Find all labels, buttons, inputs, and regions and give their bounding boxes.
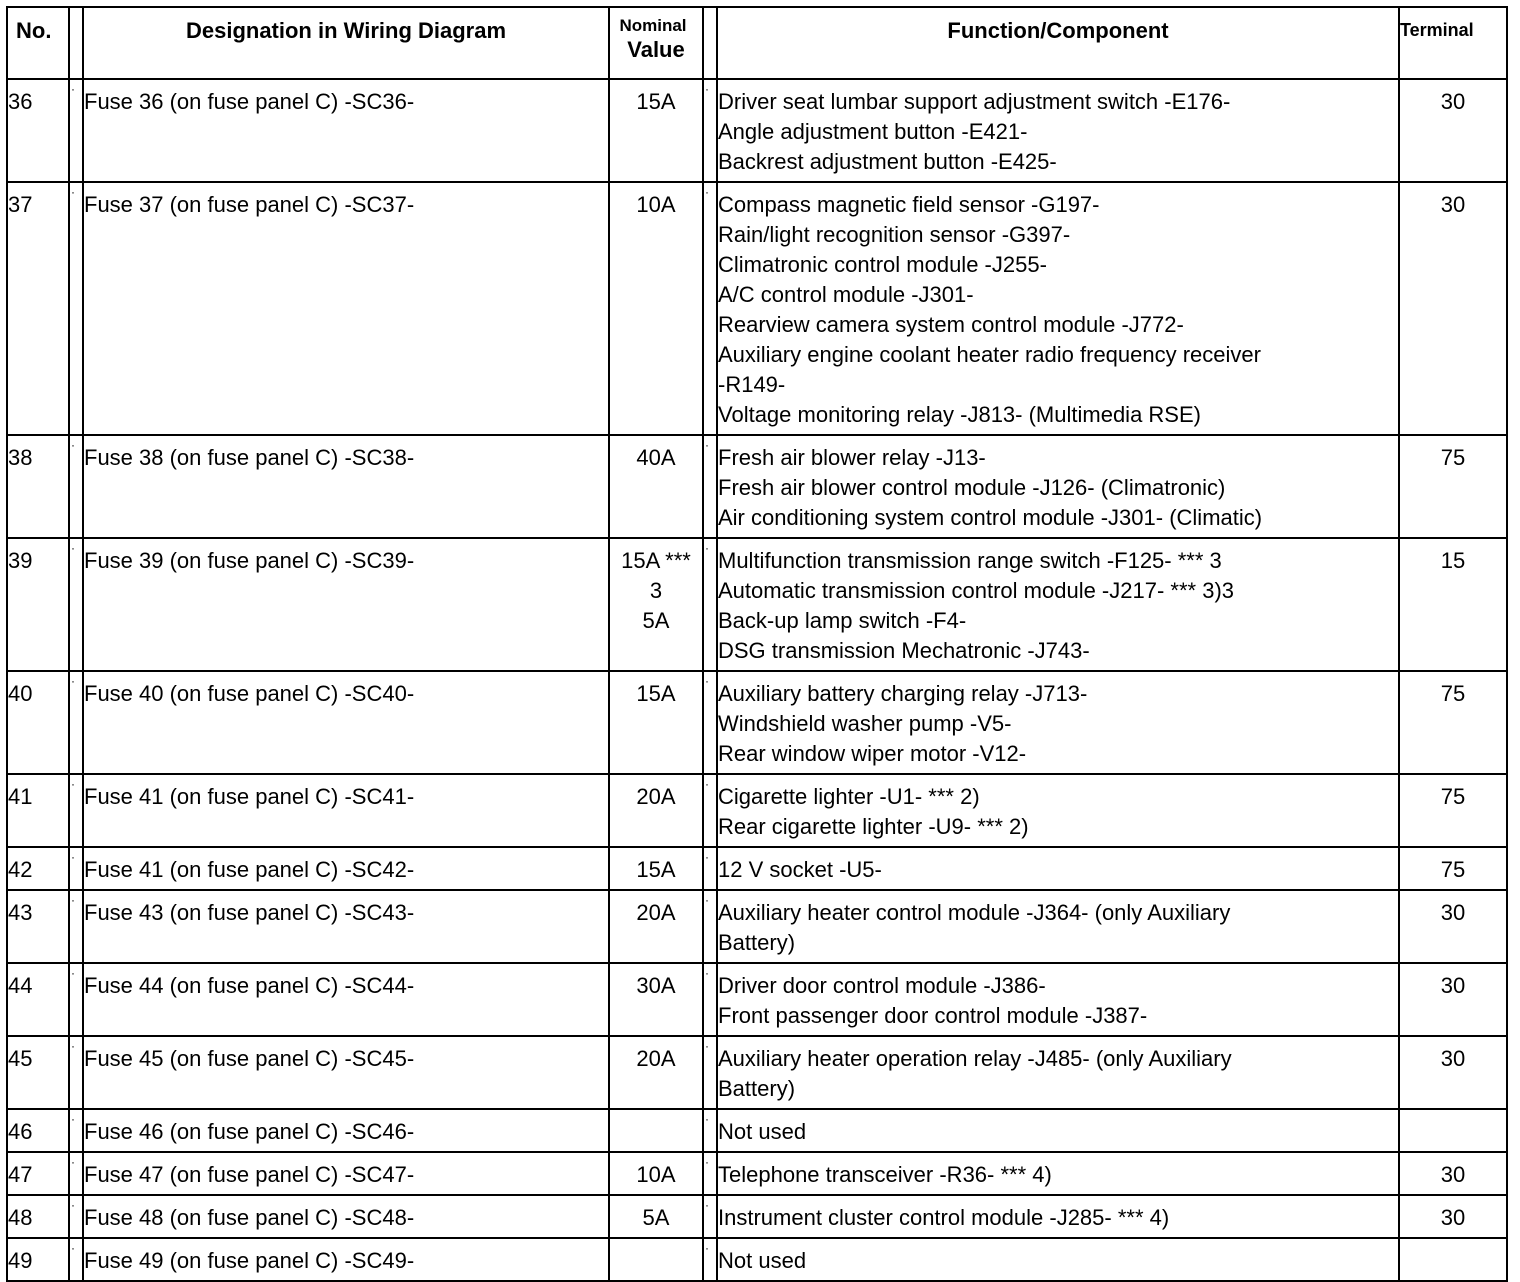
fuse-number-cell: 43: [7, 890, 69, 963]
fuse-number-cell: 40: [7, 671, 69, 774]
spacer-cell: [703, 1036, 717, 1109]
table-row: [7, 79, 1507, 182]
spacer-cell: [69, 79, 83, 182]
table-row: [7, 963, 1507, 1036]
fuse-number-cell: 36: [7, 79, 69, 182]
designation-cell: Fuse 48 (on fuse panel C) -SC48-: [83, 1195, 609, 1238]
function-line: Backrest adjustment button -E425-: [718, 149, 1057, 174]
header-designation: Designation in Wiring Diagram: [83, 7, 609, 79]
nominal-value-cell: [609, 435, 703, 538]
terminal-cell: 30: [1399, 79, 1507, 182]
function-line: Auxiliary battery charging relay -J713-: [718, 681, 1088, 706]
spacer-cell: [703, 774, 717, 847]
function-line: Auxiliary heater control module -J364- (only Auxiliary: [718, 900, 1231, 925]
function-line: Fresh air blower relay -J13-: [718, 445, 986, 470]
header-spacer: [703, 7, 717, 79]
function-line: Not used: [718, 1119, 807, 1144]
table-row: [7, 774, 1507, 847]
nominal-value-cell: [609, 671, 703, 774]
function-cell: [717, 1152, 1399, 1195]
terminal-cell: 30: [1399, 182, 1507, 435]
terminal-cell: [1399, 1238, 1507, 1281]
nominal-value-line: 10A: [636, 1162, 676, 1187]
spacer-cell: [69, 538, 83, 671]
nominal-value-line: 30A: [636, 973, 676, 998]
function-cell: [717, 1195, 1399, 1238]
table-row: [7, 1109, 1507, 1152]
fuse-number-cell: 47: [7, 1152, 69, 1195]
table-body: [7, 79, 1507, 1281]
table-header-row: [7, 7, 1507, 79]
function-line: 12 V socket -U5-: [718, 857, 882, 882]
spacer-cell: [703, 671, 717, 774]
function-line: Rear cigarette lighter -U9- *** 2): [718, 814, 1029, 839]
spacer-cell: [703, 847, 717, 890]
designation-cell: Fuse 44 (on fuse panel C) -SC44-: [83, 963, 609, 1036]
designation-cell: Fuse 40 (on fuse panel C) -SC40-: [83, 671, 609, 774]
nominal-value-line: 15A: [636, 89, 676, 114]
designation-cell: Fuse 37 (on fuse panel C) -SC37-: [83, 182, 609, 435]
function-line: Telephone transceiver -R36- *** 4): [718, 1162, 1052, 1187]
nominal-value-cell: [609, 1036, 703, 1109]
table-row: [7, 1238, 1507, 1281]
designation-cell: Fuse 49 (on fuse panel C) -SC49-: [83, 1238, 609, 1281]
designation-cell: Fuse 43 (on fuse panel C) -SC43-: [83, 890, 609, 963]
function-cell: [717, 1238, 1399, 1281]
terminal-cell: 75: [1399, 671, 1507, 774]
spacer-cell: [703, 538, 717, 671]
spacer-cell: [703, 1195, 717, 1238]
fuse-number-cell: 46: [7, 1109, 69, 1152]
function-line: Driver door control module -J386-: [718, 973, 1046, 998]
function-cell: [717, 1036, 1399, 1109]
function-cell: [717, 435, 1399, 538]
header-spacer: [69, 7, 83, 79]
spacer-cell: [69, 1152, 83, 1195]
nominal-value-cell: [609, 1152, 703, 1195]
function-line: Angle adjustment button -E421-: [718, 119, 1028, 144]
nominal-value-line: 5A: [642, 608, 670, 633]
nominal-value-cell: [609, 1195, 703, 1238]
nominal-value-cell: [609, 1109, 703, 1152]
table-row: [7, 1195, 1507, 1238]
designation-cell: Fuse 38 (on fuse panel C) -SC38-: [83, 435, 609, 538]
designation-cell: Fuse 47 (on fuse panel C) -SC47-: [83, 1152, 609, 1195]
terminal-cell: [1399, 1109, 1507, 1152]
table-row: [7, 671, 1507, 774]
nominal-value-cell: [609, 847, 703, 890]
spacer-cell: [69, 1238, 83, 1281]
designation-cell: Fuse 45 (on fuse panel C) -SC45-: [83, 1036, 609, 1109]
header-function: Function/Component: [717, 7, 1399, 79]
fuse-number-cell: 48: [7, 1195, 69, 1238]
function-cell: [717, 1109, 1399, 1152]
function-line: Rearview camera system control module -J772-: [718, 312, 1184, 337]
table-row: [7, 890, 1507, 963]
header-no: No.: [7, 7, 69, 79]
nominal-value-line: 20A: [636, 1046, 676, 1071]
spacer-cell: [69, 182, 83, 435]
spacer-cell: [69, 890, 83, 963]
nominal-value-cell: [609, 1238, 703, 1281]
fuse-number-cell: 41: [7, 774, 69, 847]
function-line: DSG transmission Mechatronic -J743-: [718, 638, 1090, 663]
function-line: Cigarette lighter -U1- *** 2): [718, 784, 980, 809]
fuse-number-cell: 38: [7, 435, 69, 538]
terminal-cell: 75: [1399, 774, 1507, 847]
header-nominal-top: Nominal: [619, 16, 687, 35]
designation-cell: Fuse 41 (on fuse panel C) -SC41-: [83, 774, 609, 847]
function-line: Auxiliary engine coolant heater radio frequency receiver: [718, 342, 1261, 367]
nominal-value-cell: [609, 890, 703, 963]
function-cell: [717, 182, 1399, 435]
spacer-cell: [703, 890, 717, 963]
nominal-value-line: 40A: [636, 445, 676, 470]
fuse-number-cell: 39: [7, 538, 69, 671]
nominal-value-line: 5A: [642, 1205, 670, 1230]
nominal-value-line: 15A ***: [621, 548, 691, 573]
terminal-cell: 30: [1399, 1195, 1507, 1238]
table-row: [7, 182, 1507, 435]
function-line: Front passenger door control module -J387-: [718, 1003, 1148, 1028]
function-cell: [717, 963, 1399, 1036]
terminal-cell: 15: [1399, 538, 1507, 671]
nominal-value-line: 15A: [636, 857, 676, 882]
fuse-assignment-table: [6, 6, 1508, 1282]
function-cell: [717, 847, 1399, 890]
nominal-value-line: 15A: [636, 681, 676, 706]
function-line: Battery): [718, 930, 796, 955]
header-nominal-bottom: Value: [627, 37, 685, 62]
spacer-cell: [69, 435, 83, 538]
designation-cell: Fuse 39 (on fuse panel C) -SC39-: [83, 538, 609, 671]
header-terminal: Terminal: [1399, 7, 1507, 79]
terminal-cell: 30: [1399, 890, 1507, 963]
table-row: [7, 435, 1507, 538]
designation-cell: Fuse 41 (on fuse panel C) -SC42-: [83, 847, 609, 890]
spacer-cell: [69, 774, 83, 847]
nominal-value-line: 3: [649, 578, 663, 603]
function-line: Instrument cluster control module -J285- *** 4): [718, 1205, 1170, 1230]
nominal-value-cell: [609, 182, 703, 435]
spacer-cell: [703, 435, 717, 538]
nominal-value-cell: [609, 774, 703, 847]
function-line: Automatic transmission control module -J217- *** 3)3: [718, 578, 1235, 603]
function-line: Rain/light recognition sensor -G397-: [718, 222, 1071, 247]
function-line: Battery): [718, 1076, 796, 1101]
fuse-number-cell: 44: [7, 963, 69, 1036]
function-line: Driver seat lumbar support adjustment switch -E176-: [718, 89, 1231, 114]
function-line: Climatronic control module -J255-: [718, 252, 1047, 277]
designation-cell: Fuse 46 (on fuse panel C) -SC46-: [83, 1109, 609, 1152]
spacer-cell: [703, 79, 717, 182]
spacer-cell: [69, 1109, 83, 1152]
function-line: A/C control module -J301-: [718, 282, 974, 307]
spacer-cell: [69, 1195, 83, 1238]
spacer-cell: [703, 182, 717, 435]
terminal-cell: 30: [1399, 1036, 1507, 1109]
nominal-value-cell: [609, 538, 703, 671]
terminal-cell: 30: [1399, 1152, 1507, 1195]
table-row: [7, 538, 1507, 671]
fuse-number-cell: 37: [7, 182, 69, 435]
function-line: Compass magnetic field sensor -G197-: [718, 192, 1100, 217]
function-cell: [717, 890, 1399, 963]
spacer-cell: [703, 1109, 717, 1152]
nominal-value-cell: [609, 79, 703, 182]
function-cell: [717, 538, 1399, 671]
spacer-cell: [703, 1152, 717, 1195]
spacer-cell: [703, 1238, 717, 1281]
fuse-number-cell: 49: [7, 1238, 69, 1281]
function-line: Not used: [718, 1248, 807, 1273]
spacer-cell: [69, 1036, 83, 1109]
function-cell: [717, 774, 1399, 847]
function-line: Back-up lamp switch -F4-: [718, 608, 967, 633]
fuse-number-cell: 45: [7, 1036, 69, 1109]
table-row: [7, 1036, 1507, 1109]
table-row: [7, 1152, 1507, 1195]
fuse-number-cell: 42: [7, 847, 69, 890]
function-line: -R149-: [718, 372, 786, 397]
nominal-value-line: 10A: [636, 192, 676, 217]
function-line: Multifunction transmission range switch -F125- *** 3: [718, 548, 1222, 573]
spacer-cell: [69, 671, 83, 774]
function-cell: [717, 671, 1399, 774]
spacer-cell: [703, 963, 717, 1036]
function-line: Voltage monitoring relay -J813- (Multimedia RSE): [718, 402, 1201, 427]
function-line: Auxiliary heater operation relay -J485- (only Auxiliary: [718, 1046, 1232, 1071]
nominal-value-line: 20A: [636, 900, 676, 925]
function-line: Air conditioning system control module -J301- (Climatic): [718, 505, 1263, 530]
terminal-cell: 30: [1399, 963, 1507, 1036]
nominal-value-cell: [609, 963, 703, 1036]
designation-cell: Fuse 36 (on fuse panel C) -SC36-: [83, 79, 609, 182]
nominal-value-line: 20A: [636, 784, 676, 809]
header-nominal-value: [609, 7, 703, 79]
terminal-cell: 75: [1399, 435, 1507, 538]
function-line: Windshield washer pump -V5-: [718, 711, 1012, 736]
spacer-cell: [69, 963, 83, 1036]
function-line: Rear window wiper motor -V12-: [718, 741, 1027, 766]
spacer-cell: [69, 847, 83, 890]
terminal-cell: 75: [1399, 847, 1507, 890]
function-line: Fresh air blower control module -J126- (Climatronic): [718, 475, 1226, 500]
table-row: [7, 847, 1507, 890]
function-cell: [717, 79, 1399, 182]
